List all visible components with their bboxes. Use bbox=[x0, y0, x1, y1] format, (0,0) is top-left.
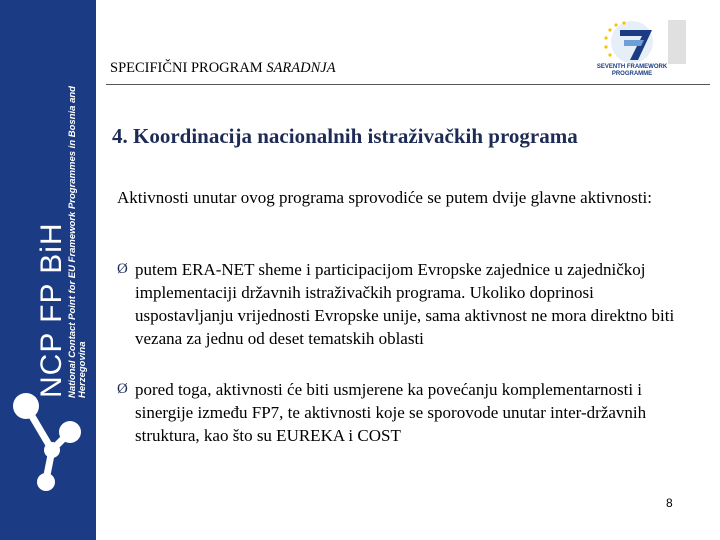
ncp-logo bbox=[34, 68, 88, 398]
bullet-item bbox=[117, 378, 681, 447]
bullet-text: pored toga, aktivnosti će biti usmjerene ka povećanju komplementarnosti i sinergije između FP7, te aktivnosti koje se sporovode unutar inter-državnih struktura, kao što su EUREKA i COST bbox=[135, 380, 647, 445]
ncp-brand-text: NCP FP BiH bbox=[35, 222, 68, 398]
fp7-label-line2: PROGRAMME bbox=[611, 71, 653, 77]
fp7-label-line1: SEVENTH FRAMEWORK bbox=[596, 64, 668, 70]
arrow-bullet-icon: Ø bbox=[117, 381, 128, 397]
molecule-icon bbox=[6, 392, 92, 502]
ncp-subtitle: National Contact Point for EU Framework Programmes in Bosnia and Herzegovina bbox=[67, 86, 88, 398]
sidebar bbox=[0, 0, 96, 540]
fp7-label bbox=[594, 64, 670, 78]
fp7-logo bbox=[594, 20, 686, 82]
bullet-text: putem ERA-NET sheme i participacijom Evropske zajednice u zajedničkoj implementaciji državnih istraživačkih programa. Ukoliko doprinosi uspostavljanju vrijednosti Evropske unije, sama aktivnost ne mora direktno biti vezana za jednu od deset tematskih oblasti bbox=[135, 260, 675, 348]
section-title-main: SPECIFIČNI PROGRAM bbox=[110, 60, 267, 76]
header-divider bbox=[106, 84, 710, 85]
section-title bbox=[110, 60, 336, 77]
fp7-emblem-icon bbox=[594, 20, 686, 64]
page-number: 8 bbox=[666, 496, 673, 510]
arrow-bullet-icon: Ø bbox=[117, 261, 128, 277]
slide-title: 4. Koordinacija nacionalnih istraživačkih programa bbox=[112, 124, 578, 148]
intro-paragraph: Aktivnosti unutar ovog programa sprovodiće se putem dvije glavne aktivnosti: bbox=[117, 188, 652, 207]
bullet-item bbox=[117, 258, 681, 350]
section-title-italic: SARADNJA bbox=[266, 60, 336, 76]
